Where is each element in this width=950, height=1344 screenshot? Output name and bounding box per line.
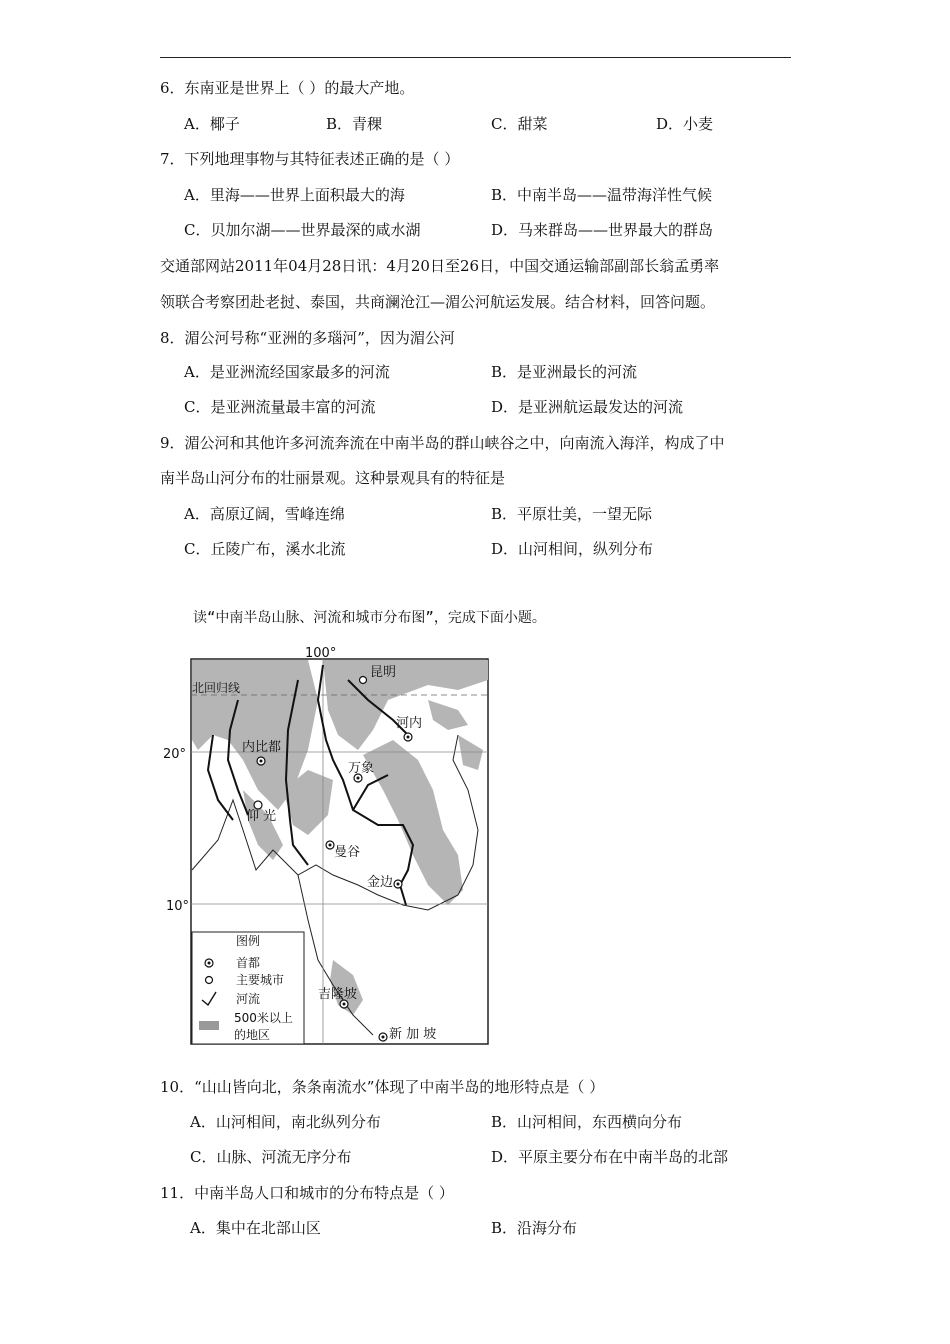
tropic-label: 北回归线 — [192, 681, 241, 695]
q8-stem: 8．湄公河号称“亚洲的多瑙河”，因为湄公河 — [160, 329, 455, 347]
q6-option-d: D．小麦 — [656, 115, 714, 133]
q9-option-a: A．高原辽阔，雪峰连绵 — [184, 505, 345, 523]
lat-10-label: 10° — [166, 899, 190, 914]
kunming-marker — [360, 677, 367, 684]
q10-stem: 10．“山山皆向北，条条南流水”体现了中南半岛的地形特点是（ ） — [160, 1078, 605, 1096]
bangkok-label: 曼谷 — [334, 845, 361, 860]
legend-title: 图例 — [236, 934, 261, 948]
q7-stem: 7．下列地理事物与其特征表述正确的是（ ） — [160, 150, 460, 168]
naypyidaw-label: 内比都 — [242, 740, 282, 755]
legend-highland-label-1: 500米以上 — [234, 1011, 293, 1025]
kunming-label: 昆明 — [370, 665, 397, 680]
yangon-marker — [254, 801, 262, 809]
q9-option-c: C．丘陵广布，溪水北流 — [184, 540, 346, 558]
bangkok-dot — [329, 844, 332, 847]
q11-stem: 11．中南半岛人口和城市的分布特点是（ ） — [160, 1184, 454, 1202]
legend-capital-dot — [208, 962, 211, 965]
q8-option-c: C．是亚洲流量最丰富的河流 — [184, 398, 376, 416]
q6-option-a: A．椰子 — [184, 115, 240, 133]
q9-option-d: D．山河相间，纵列分布 — [491, 540, 654, 558]
phnompenh-label: 金边 — [367, 875, 394, 890]
lat-20-label: 20° — [163, 747, 187, 762]
q8-option-b: B．是亚洲最长的河流 — [491, 363, 638, 381]
legend-highland-icon — [199, 1021, 219, 1030]
q9-stem-line-1: 9．湄公河和其他许多河流奔流在中南半岛的群山峡谷之中，向南流入海洋，构成了中 — [160, 434, 725, 452]
q7-option-b: B．中南半岛——温带海洋性气候 — [491, 186, 713, 204]
passage-line-1: 交通部网站2011年04月28日讯：4月20日至26日，中国交通运输部副部长翁孟勇率 — [160, 257, 720, 275]
hanoi-label: 河内 — [396, 716, 423, 731]
q9-option-b: B．平原壮美，一望无际 — [491, 505, 653, 523]
lon-100-label: 100° — [305, 646, 337, 661]
q7-option-d: D．马来群岛——世界最大的群岛 — [491, 221, 714, 239]
singapore-label: 新 加 坡 — [389, 1027, 437, 1042]
kualalumpur-label: 吉隆坡 — [318, 987, 358, 1002]
legend-capital-label: 首都 — [236, 956, 261, 970]
vientiane-label: 万象 — [348, 761, 375, 776]
q10-option-c: C．山脉、河流无序分布 — [190, 1148, 352, 1166]
phnompenh-dot — [397, 883, 400, 886]
legend-city-label: 主要城市 — [236, 973, 285, 987]
q8-option-d: D．是亚洲航运最发达的河流 — [491, 398, 684, 416]
q10-option-d: D．平原主要分布在中南半岛的北部 — [491, 1148, 729, 1166]
q11-option-b: B．沿海分布 — [491, 1219, 578, 1237]
legend-river-label: 河流 — [236, 992, 261, 1006]
hanoi-dot — [407, 736, 410, 739]
q10-option-b: B．山河相间，东西横向分布 — [491, 1113, 683, 1131]
q9-stem-line-2: 南半岛山河分布的壮丽景观。这种景观具有的特征是 — [160, 469, 506, 487]
q7-option-a: A．里海——世界上面积最大的海 — [184, 186, 405, 204]
singapore-dot — [382, 1036, 385, 1039]
passage-line-2: 领联合考察团赴老挝、泰国，共商澜沧江—湄公河航运发展。结合材料，回答问题。 — [160, 293, 716, 311]
vientiane-dot — [357, 777, 360, 780]
q6-option-c: C．甜菜 — [491, 115, 548, 133]
header-rule — [160, 57, 791, 58]
q6-stem: 6．东南亚是世界上（ ）的最大产地。 — [160, 79, 415, 97]
q8-option-a: A．是亚洲流经国家最多的河流 — [184, 363, 390, 381]
q11-option-a: A．集中在北部山区 — [190, 1219, 321, 1237]
q7-option-c: C．贝加尔湖——世界最深的咸水湖 — [184, 221, 421, 239]
legend-highland-label-2: 的地区 — [234, 1028, 271, 1042]
map-intro: 读“中南半岛山脉、河流和城市分布图”，完成下面小题。 — [193, 610, 546, 626]
q10-option-a: A．山河相间，南北纵列分布 — [190, 1113, 381, 1131]
yangon-label: 仰 光 — [246, 809, 277, 824]
indochina-map — [158, 640, 498, 1050]
kualalumpur-dot — [343, 1003, 346, 1006]
naypyidaw-dot — [260, 760, 263, 763]
map-legend — [192, 932, 304, 1044]
q6-option-b: B．青稞 — [326, 115, 383, 133]
legend-city-icon — [206, 977, 213, 984]
